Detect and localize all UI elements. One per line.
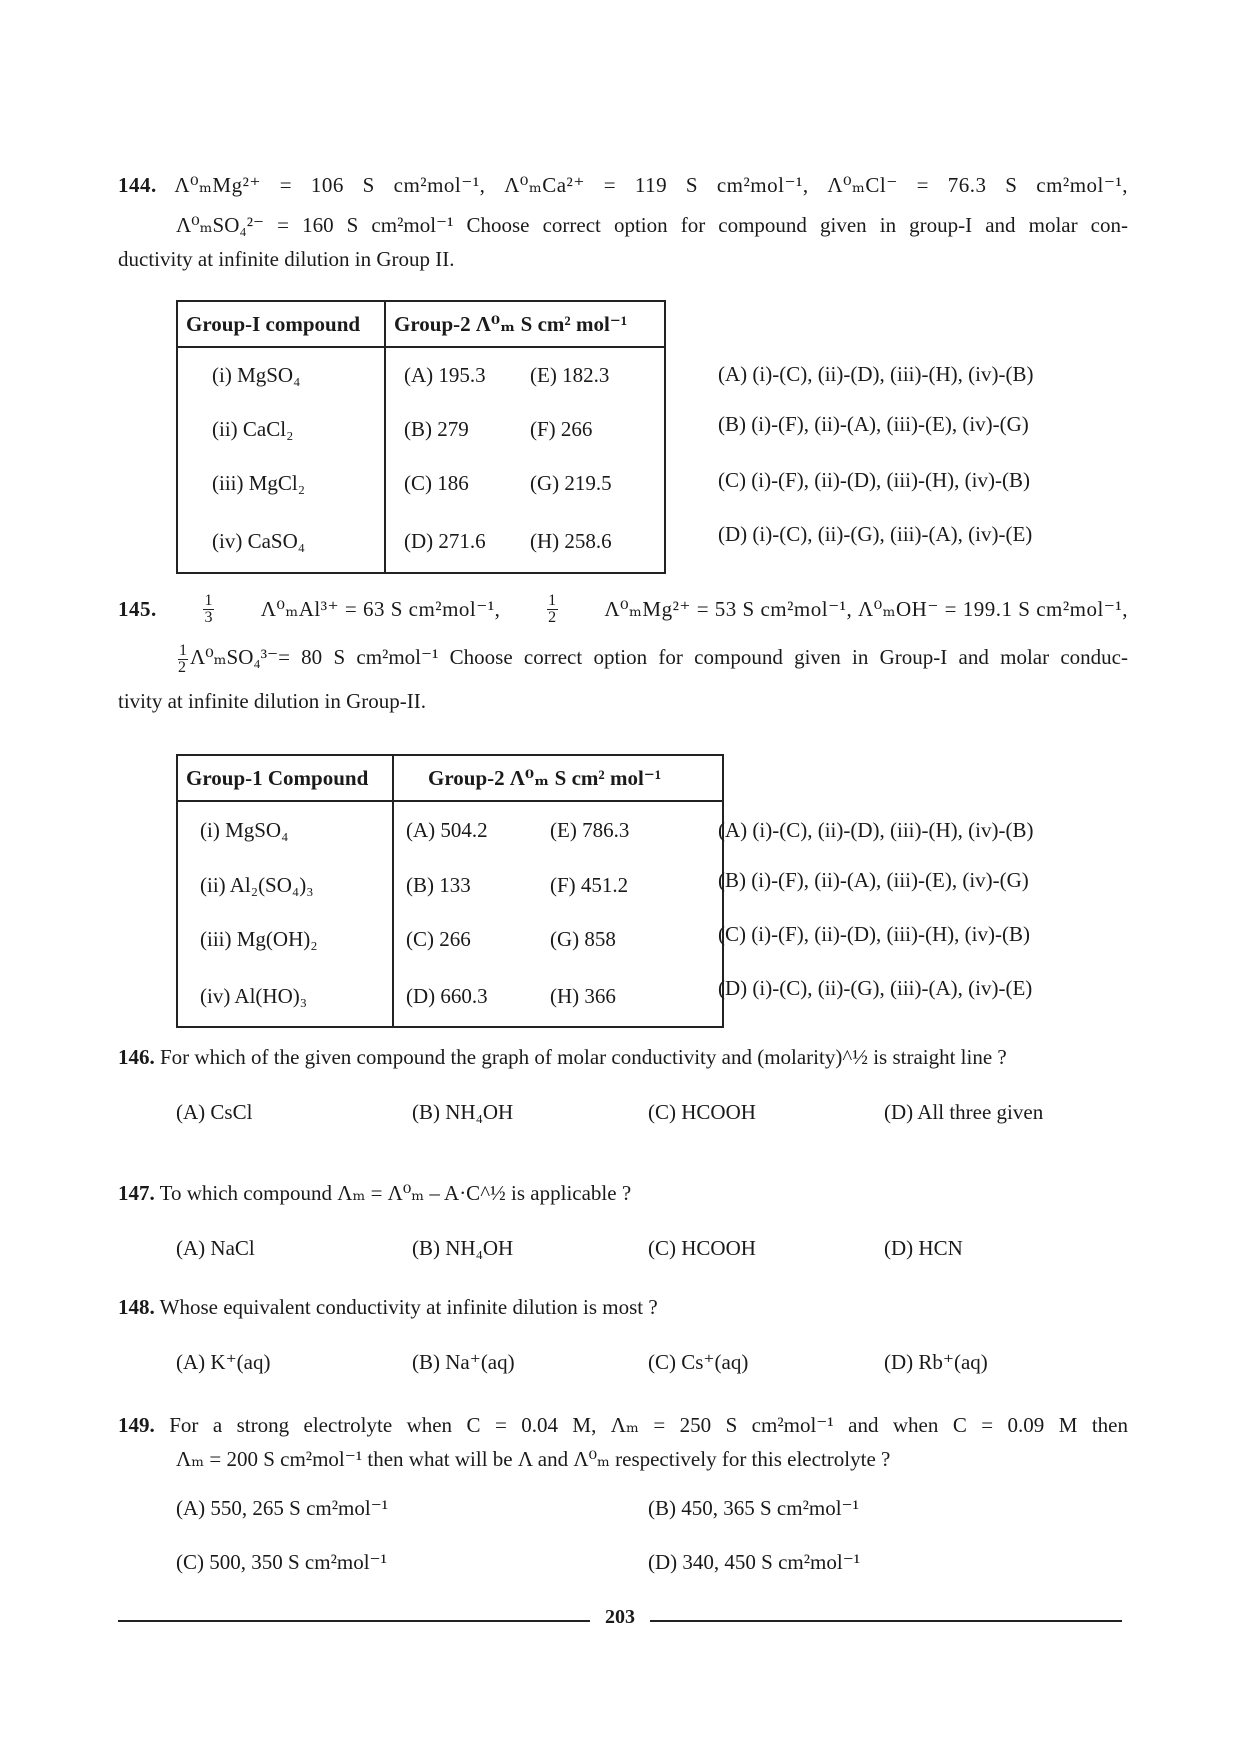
q147-option-c: (C) HCOOH <box>648 1236 756 1260</box>
q145-option-c: (C) (i)-(F), (ii)-(D), (iii)-(H), (iv)-(B) <box>718 922 1030 946</box>
question-144 <box>118 168 1128 276</box>
q144-row2-compound: (ii) CaCl₂ <box>177 403 385 455</box>
q145-table <box>176 754 724 1028</box>
q145-frac-third <box>203 593 214 626</box>
q147-number: 147. <box>118 1181 155 1205</box>
q144-row4-v1: (D) 271.6 <box>404 529 486 553</box>
q144-row3-v2: (G) 219.5 <box>530 470 612 495</box>
q144-number: 144. <box>118 173 157 197</box>
q145-row2-compound: (ii) Al₂(SO₄)₃ <box>177 859 393 911</box>
q145-row2-v2: (F) 451.2 <box>550 872 629 897</box>
q148-option-b: (B) Na⁺(aq) <box>412 1350 515 1374</box>
q145-option-a: (A) (i)-(C), (ii)-(D), (iii)-(H), (iv)-(B) <box>718 818 1034 842</box>
q148-option-c: (C) Cs⁺(aq) <box>648 1350 749 1374</box>
q146-option-a: (A) CsCl <box>176 1100 253 1124</box>
q146-number: 146. <box>118 1045 155 1069</box>
q144-row4-compound: (iv) CaSO₄ <box>177 511 385 573</box>
q144-option-a: (A) (i)-(C), (ii)-(D), (iii)-(H), (iv)-(B) <box>718 362 1034 386</box>
q148-text: Whose equivalent conductivity at infinite dilution is most ? <box>159 1295 658 1319</box>
q149-option-c: (C) 500, 350 S cm²mol⁻¹ <box>176 1550 387 1574</box>
q145-option-b: (B) (i)-(F), (ii)-(A), (iii)-(E), (iv)-(G) <box>718 868 1029 892</box>
q149-number: 149. <box>118 1413 155 1437</box>
q145-frac-half-2-den: 2 <box>178 658 186 676</box>
q145-line1 <box>118 592 1128 626</box>
q144-row1-compound: (i) MgSO₄ <box>177 347 385 403</box>
q145-header-group1: Group-1 Compound <box>177 755 393 801</box>
q144-option-d: (D) (i)-(C), (ii)-(G), (iii)-(A), (iv)-(E) <box>718 522 1033 546</box>
q145-line1-text: Λ⁰ₘAl³⁺ = 63 S cm²mol⁻¹, <box>260 597 501 621</box>
q144-row4-v2: (H) 258.6 <box>530 529 612 553</box>
q144-line1-text: Λ⁰ₘMg²⁺ = 106 S cm²mol⁻¹, Λ⁰ₘCa²⁺ = 119 S cm²mol⁻¹, Λ⁰ₘCl⁻ = 76.3 S cm²mol⁻¹, <box>174 173 1128 197</box>
q147-text: To which compound Λₘ = Λ⁰ₘ – A·C^½ is applicable ? <box>159 1181 632 1205</box>
q144-header-group2: Group-2 Λ⁰ₘ S cm² mol⁻¹ <box>385 301 665 347</box>
q144-header-group1: Group-I compound <box>177 301 385 347</box>
q145-row3-v2: (G) 858 <box>550 926 616 951</box>
q145-frac-half-den: 2 <box>548 608 557 626</box>
q145-number: 145. <box>118 597 157 621</box>
q145-row2-v1: (B) 133 <box>406 872 471 897</box>
q146-text: For which of the given compound the graph of molar conductivity and (molarity)^½ is straight line ? <box>160 1045 1007 1069</box>
footer-rule-right <box>650 1620 1122 1622</box>
q144-row2-v1: (B) 279 <box>404 416 469 441</box>
question-149 <box>118 1408 1128 1476</box>
q145-row1-v2: (E) 786.3 <box>550 818 630 842</box>
question-145 <box>118 592 1128 718</box>
q144-row3-v1: (C) 186 <box>404 470 469 495</box>
q144-row1-v1: (A) 195.3 <box>404 363 486 387</box>
q148-option-a: (A) K⁺(aq) <box>176 1350 271 1374</box>
q144-option-c: (C) (i)-(F), (ii)-(D), (iii)-(H), (iv)-(B) <box>718 468 1030 492</box>
q148-option-d: (D) Rb⁺(aq) <box>884 1350 988 1374</box>
q144-row3-compound: (iii) MgCl₂ <box>177 455 385 511</box>
q146-option-c: (C) HCOOH <box>648 1100 756 1124</box>
q145-row3-compound: (iii) Mg(OH)₂ <box>177 911 393 967</box>
q145-frac-half <box>547 593 558 626</box>
q146-option-b: (B) NH₄OH <box>412 1100 514 1124</box>
page-number: 203 <box>605 1606 635 1628</box>
q144-line3: ductivity at infinite dilution in Group II. <box>118 247 455 271</box>
q147-option-d: (D) HCN <box>884 1236 963 1260</box>
q145-line2 <box>118 640 1128 676</box>
q144-line2: Λ⁰ₘSO₄²⁻ = 160 S cm²mol⁻¹ Choose correct option for compound given in group-I and molar con- <box>176 213 1128 237</box>
q149-line2: Λₘ = 200 S cm²mol⁻¹ then what will be Λ and Λ⁰ₘ respectively for this electrolyte ? <box>176 1447 891 1471</box>
q145-frac-third-num: 1 <box>204 591 213 609</box>
q144-option-b: (B) (i)-(F), (ii)-(A), (iii)-(E), (iv)-(G) <box>718 412 1029 436</box>
q149-option-d: (D) 340, 450 S cm²mol⁻¹ <box>648 1550 861 1574</box>
footer-rule-left <box>118 1620 590 1622</box>
q145-line2-text: Λ⁰ₘSO₄³⁻= 80 S cm²mol⁻¹ Choose correct option for compound given in Group-I and molar conduc- <box>190 645 1128 669</box>
q146-option-d: (D) All three given <box>884 1100 1044 1124</box>
question-148 <box>118 1290 1128 1324</box>
q145-row3-v1: (C) 266 <box>406 926 471 951</box>
q149-option-b: (B) 450, 365 S cm²mol⁻¹ <box>648 1496 859 1520</box>
q145-row4-v1: (D) 660.3 <box>406 984 488 1008</box>
q144-line1 <box>118 168 1128 202</box>
q149-line1: For a strong electrolyte when C = 0.04 M, Λₘ = 250 S cm²mol⁻¹ and when C = 0.09 M then <box>169 1413 1129 1437</box>
q145-row1-compound: (i) MgSO₄ <box>177 801 393 859</box>
q145-header-group2: Group-2 Λ⁰ₘ S cm² mol⁻¹ <box>393 755 723 801</box>
q145-line1b-text: Λ⁰ₘMg²⁺ = 53 S cm²mol⁻¹, Λ⁰ₘOH⁻ = 199.1 S cm²mol⁻¹, <box>604 597 1128 621</box>
q144-table <box>176 300 666 574</box>
q147-option-a: (A) NaCl <box>176 1236 255 1260</box>
q145-row4-compound: (iv) Al(HO)₃ <box>177 967 393 1027</box>
q148-number: 148. <box>118 1295 155 1319</box>
q145-frac-third-den: 3 <box>204 608 213 626</box>
q147-option-b: (B) NH₄OH <box>412 1236 514 1260</box>
q145-row1-v1: (A) 504.2 <box>406 818 488 842</box>
q145-line3: tivity at infinite dilution in Group-II. <box>118 688 426 713</box>
q144-row1-v2: (E) 182.3 <box>530 363 610 387</box>
q145-frac-half-num: 1 <box>548 591 557 609</box>
q145-row4-v2: (H) 366 <box>550 984 616 1008</box>
q144-row2-v2: (F) 266 <box>530 416 593 441</box>
question-146 <box>118 1040 1128 1074</box>
q145-frac-half-2 <box>178 643 188 676</box>
q149-option-a: (A) 550, 265 S cm²mol⁻¹ <box>176 1496 389 1520</box>
q145-frac-half-2-num: 1 <box>179 641 187 659</box>
q145-option-d: (D) (i)-(C), (ii)-(G), (iii)-(A), (iv)-(E) <box>718 976 1033 1000</box>
question-147 <box>118 1176 1128 1210</box>
